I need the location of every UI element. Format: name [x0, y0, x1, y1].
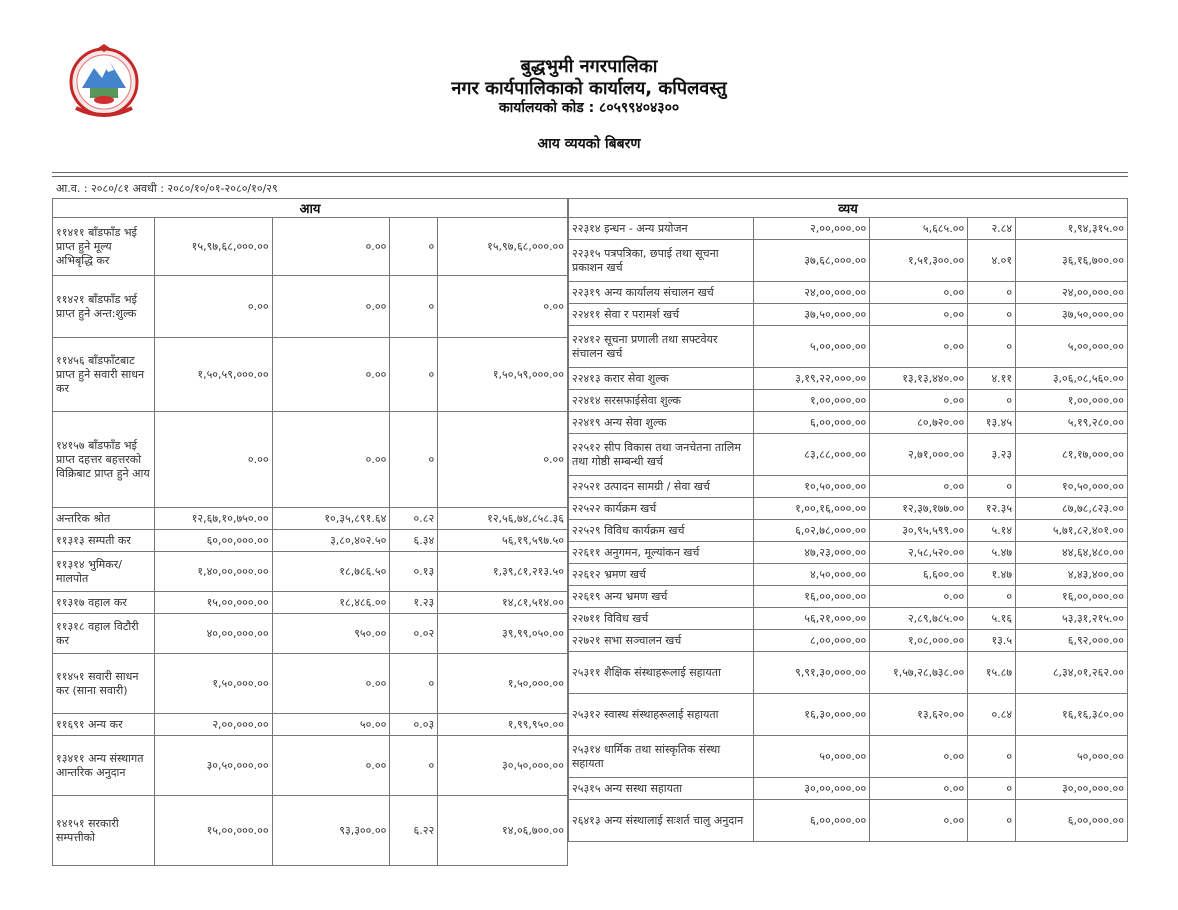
expense-row-value-3: ०: [968, 326, 1016, 368]
income-row-value-2: ९५०.००: [272, 614, 390, 654]
income-row-value-4: ३९,९९,०५०.००: [438, 614, 568, 654]
income-row-value-2: १८,७८६.५०: [272, 552, 390, 592]
expense-row-value-3: ०: [968, 800, 1016, 842]
expense-row-value-4: ८७,७८,८२३.००: [1016, 498, 1128, 520]
expense-row-value-1: ६,०२,७८,०००.००: [754, 520, 870, 542]
expense-row-value-2: ८०,७२०.००: [870, 412, 968, 434]
expense-row-value-3: ०: [968, 586, 1016, 608]
income-row-value-2: ०.००: [272, 276, 390, 338]
expense-row: [569, 800, 1128, 842]
expense-row-value-4: ४,४३,४००.००: [1016, 564, 1128, 586]
expense-row-label: २२४१३ करार सेवा शुल्क: [569, 368, 754, 390]
expense-row-value-4: १६,१६,३८०.००: [1016, 694, 1128, 736]
expense-row-value-4: ४४,६४,४८०.००: [1016, 542, 1128, 564]
income-section: [52, 198, 568, 868]
expense-row-value-4: ८,३४,०१,२६२.००: [1016, 652, 1128, 694]
expense-row-value-4: ५,१९,२८०.००: [1016, 412, 1128, 434]
office-name: नगर कार्यपालिकाको कार्यालय, कपिलवस्तु: [451, 78, 727, 99]
income-row-value-1: १५,००,०००.००: [154, 796, 272, 866]
expense-row-value-3: ५.१६: [968, 608, 1016, 630]
expense-row: [569, 476, 1128, 498]
income-row-label: ११४५१ सवारी साधन कर (साना सवारी): [53, 654, 155, 714]
expense-row-value-3: ०: [968, 778, 1016, 800]
income-row-label: १४१५१ सरकारी सम्पत्तीको: [53, 796, 155, 866]
expense-row: [569, 778, 1128, 800]
income-row-value-3: ०.८२: [390, 508, 438, 530]
expense-row-label: २२६१९ अन्य भ्रमण खर्च: [569, 586, 754, 608]
expense-row: [569, 434, 1128, 476]
expense-row: [569, 736, 1128, 778]
expense-row-label: २२४१४ सरसफाईसेवा शुल्क: [569, 390, 754, 412]
income-row: [53, 614, 568, 654]
expense-row-value-2: ०.००: [870, 800, 968, 842]
income-row: [53, 338, 568, 412]
expense-row-value-2: २,७१,०००.००: [870, 434, 968, 476]
expense-row-value-4: १०,५०,०००.००: [1016, 476, 1128, 498]
fiscal-period: आ.व. : २०८०/८१ अवधी : २०८०/१०/०१-२०८०/१०/२९: [56, 182, 278, 195]
income-row-value-4: ५६,१९,५९७.५०: [438, 530, 568, 552]
expense-heading: व्यय: [569, 199, 1128, 218]
expense-row-value-1: ६,००,०००.००: [754, 800, 870, 842]
income-row: [53, 736, 568, 796]
expense-row-value-2: १३,६२०.००: [870, 694, 968, 736]
expense-row-label: २२७११ विविध खर्च: [569, 608, 754, 630]
income-row-value-4: ३०,५०,०००.००: [438, 736, 568, 796]
expense-row-value-1: ४७,२३,०००.००: [754, 542, 870, 564]
income-row-value-2: ३,८०,४०२.५०: [272, 530, 390, 552]
income-row-value-4: १४,०६,७००.००: [438, 796, 568, 866]
expense-row-value-2: ०.००: [870, 586, 968, 608]
income-row-value-4: १२,५६,७४,८५८.३६: [438, 508, 568, 530]
income-row-label: अन्तरिक श्रोत: [53, 508, 155, 530]
income-row-value-1: २,००,०००.००: [154, 714, 272, 736]
income-row-value-1: ३०,५०,०००.००: [154, 736, 272, 796]
income-row-value-1: १५,९७,६८,०००.००: [154, 218, 272, 276]
expense-row-value-2: २,५८,५२०.००: [870, 542, 968, 564]
expense-row-value-3: ३.२३: [968, 434, 1016, 476]
expense-row-value-4: २४,००,०००.००: [1016, 282, 1128, 304]
income-row-value-3: ०: [390, 412, 438, 508]
expense-row-value-1: २,००,०००.००: [754, 218, 870, 240]
income-row-value-1: ६०,००,०००.००: [154, 530, 272, 552]
expense-row: [569, 304, 1128, 326]
expense-row-value-4: ५०,०००.००: [1016, 736, 1128, 778]
expense-row-value-1: ५०,०००.००: [754, 736, 870, 778]
expense-row-value-4: ६,००,०००.००: [1016, 800, 1128, 842]
expense-row: [569, 564, 1128, 586]
income-row-value-3: ०: [390, 276, 438, 338]
expense-row-value-2: ०.००: [870, 778, 968, 800]
expense-row-value-4: ५,००,०००.००: [1016, 326, 1128, 368]
expense-row: [569, 498, 1128, 520]
expense-row-value-3: १५.८७: [968, 652, 1016, 694]
expense-row-value-1: १६,००,०००.००: [754, 586, 870, 608]
income-heading: आय: [53, 199, 568, 218]
expense-row-value-3: ०: [968, 736, 1016, 778]
expense-row-label: २२५१२ सीप विकास तथा जनचेतना तालिम तथा गोष्ठी सम्बन्धी खर्च: [569, 434, 754, 476]
income-row-value-4: ०.००: [438, 412, 568, 508]
income-row-value-3: ०.०३: [390, 714, 438, 736]
income-row-label: ११३१७ वहाल कर: [53, 592, 155, 614]
expense-row-value-2: १,५१,३००.००: [870, 240, 968, 282]
income-row-value-2: ९३,३००.००: [272, 796, 390, 866]
income-row-value-1: १,५०,०००.००: [154, 654, 272, 714]
expense-row-value-1: १६,३०,०००.००: [754, 694, 870, 736]
income-row-label: ११३१४ भुमिकर/ मालपोत: [53, 552, 155, 592]
income-row-value-2: ०.००: [272, 736, 390, 796]
income-row-value-1: ४०,००,०००.००: [154, 614, 272, 654]
expense-row-value-1: ८३,८८,०००.००: [754, 434, 870, 476]
expense-row-value-3: ४.०१: [968, 240, 1016, 282]
expense-row: [569, 412, 1128, 434]
income-row-value-2: ०.००: [272, 412, 390, 508]
expense-row: [569, 240, 1128, 282]
expense-row-label: २२४११ सेवा र परामर्श खर्च: [569, 304, 754, 326]
expense-row: [569, 282, 1128, 304]
expense-section: [568, 198, 1128, 861]
expense-row-value-4: ३०,००,०००.००: [1016, 778, 1128, 800]
expense-row-value-3: ०: [968, 304, 1016, 326]
expense-row-value-1: ३०,००,०००.००: [754, 778, 870, 800]
income-row-value-3: १.२३: [390, 592, 438, 614]
income-row-label: १३४११ अन्य संस्थागत आन्तरिक अनुदान: [53, 736, 155, 796]
expense-row-label: २५३११ शैक्षिक संस्थाहरूलाई सहायता: [569, 652, 754, 694]
expense-row-value-4: १,९४,३१५.००: [1016, 218, 1128, 240]
expense-row-label: २२५२२ कार्यक्रम खर्च: [569, 498, 754, 520]
income-row-label: ११४२१ बाँडफाँड भई प्राप्त हुने अन्त:शुल्क: [53, 276, 155, 338]
income-row-value-3: ०: [390, 218, 438, 276]
expense-row-value-2: ०.००: [870, 476, 968, 498]
office-code: कार्यालयको कोड : ८०५९९४०४३००: [498, 100, 680, 116]
income-row: [53, 412, 568, 508]
expense-row-label: २२६११ अनुगमन, मूल्यांकन खर्च: [569, 542, 754, 564]
expense-row-value-2: १,०८,०००.००: [870, 630, 968, 652]
income-row: [53, 218, 568, 276]
expense-row-label: २२३१५ पत्रपत्रिका, छपाई तथा सूचना प्रकाशन खर्च: [569, 240, 754, 282]
expense-row: [569, 368, 1128, 390]
expense-row-value-3: ०: [968, 390, 1016, 412]
income-row-value-2: १०,३५,८९१.६४: [272, 508, 390, 530]
expense-row: [569, 630, 1128, 652]
expense-row-value-1: ८,००,०००.००: [754, 630, 870, 652]
income-row-value-1: १२,६७,१०,७५०.००: [154, 508, 272, 530]
income-row-value-2: ०.००: [272, 338, 390, 412]
income-row-label: ११३१८ वहाल विटौरी कर: [53, 614, 155, 654]
income-row: [53, 796, 568, 866]
expense-row-value-1: २४,००,०००.००: [754, 282, 870, 304]
expense-row-value-1: ३७,५०,०००.००: [754, 304, 870, 326]
expense-row-value-1: १०,५०,०००.००: [754, 476, 870, 498]
expense-row-value-3: १.४७: [968, 564, 1016, 586]
expense-row-value-4: ६,९२,०००.००: [1016, 630, 1128, 652]
expense-row-value-3: ४.११: [968, 368, 1016, 390]
expense-row-value-1: ४,५०,०००.००: [754, 564, 870, 586]
expense-row: [569, 218, 1128, 240]
divider: [52, 172, 1128, 173]
income-row-value-3: ०.१३: [390, 552, 438, 592]
expense-row-label: २२७२१ सभा सञ्चालन खर्च: [569, 630, 754, 652]
expense-row-value-3: ०.८४: [968, 694, 1016, 736]
report-title: आय व्ययको बिबरण: [537, 136, 641, 152]
expense-row-label: २२३१९ अन्य कार्यालय संचालन खर्च: [569, 282, 754, 304]
expense-row-value-2: १३,१३,४४०.००: [870, 368, 968, 390]
expense-row-value-4: ३६,१६,७००.००: [1016, 240, 1128, 282]
income-row-value-1: ०.००: [154, 412, 272, 508]
expense-row-label: २५३१२ स्वास्थ संस्थाहरूलाई सहायता: [569, 694, 754, 736]
expense-row: [569, 652, 1128, 694]
expense-row-value-1: ३७,६८,०००.००: [754, 240, 870, 282]
expense-row-value-3: ०: [968, 476, 1016, 498]
income-row: [53, 714, 568, 736]
expense-row: [569, 586, 1128, 608]
municipality-name: बुद्धभुमी नगरपालिका: [520, 56, 658, 77]
income-row-value-4: १,५०,०००.००: [438, 654, 568, 714]
income-row-value-3: ०.०२: [390, 614, 438, 654]
expense-row-value-4: ५,७१,८२,४०१.००: [1016, 520, 1128, 542]
expense-row: [569, 520, 1128, 542]
expense-row-label: २२५२१ उत्पादन सामग्री / सेवा खर्च: [569, 476, 754, 498]
expense-row-label: २२४१२ सूचना प्रणाली तथा सफ्टवेयर संचालन खर्च: [569, 326, 754, 368]
income-row: [53, 276, 568, 338]
income-row-label: १४१५७ बाँडफाँड भई प्राप्त दहत्तर बहत्तरको विक्रिबाट प्राप्त हुने आय: [53, 412, 155, 508]
income-row-value-3: ०: [390, 736, 438, 796]
expense-row-label: २२४१९ अन्य सेवा शुल्क: [569, 412, 754, 434]
expense-row-value-2: ५,६८५.००: [870, 218, 968, 240]
expense-row-label: २२६१२ भ्रमण खर्च: [569, 564, 754, 586]
income-row: [53, 654, 568, 714]
expense-row: [569, 608, 1128, 630]
expense-row-label: २२५२९ विविध कार्यक्रम खर्च: [569, 520, 754, 542]
income-row: [53, 552, 568, 592]
income-row-value-4: १,९९,९५०.००: [438, 714, 568, 736]
expense-row-value-1: १,००,१६,०००.००: [754, 498, 870, 520]
expense-row-value-3: १३.५: [968, 630, 1016, 652]
expense-row-value-3: १२.३५: [968, 498, 1016, 520]
income-row-value-1: १,४०,००,०००.००: [154, 552, 272, 592]
income-row-label: ११६९१ अन्य कर: [53, 714, 155, 736]
expense-row-value-2: ०.००: [870, 736, 968, 778]
income-row-value-2: ०.००: [272, 218, 390, 276]
income-row-value-4: १,३९,८१,२१३.५०: [438, 552, 568, 592]
expense-row-value-1: ३,१९,२२,०००.००: [754, 368, 870, 390]
income-row: [53, 530, 568, 552]
expense-row-value-2: १२,३७,१७७.००: [870, 498, 968, 520]
expense-row-value-3: २.८४: [968, 218, 1016, 240]
expense-row-value-2: ०.००: [870, 304, 968, 326]
income-row-value-1: १,५०,५९,०००.००: [154, 338, 272, 412]
income-row-value-3: ६.२२: [390, 796, 438, 866]
income-row-value-3: ०: [390, 654, 438, 714]
income-row-value-4: १४,८१,५१४.००: [438, 592, 568, 614]
expense-row-value-4: ३७,५०,०००.००: [1016, 304, 1128, 326]
expense-row: [569, 326, 1128, 368]
expense-row-value-2: ०.००: [870, 390, 968, 412]
income-row-value-4: १५,९७,६८,०००.००: [438, 218, 568, 276]
expense-table: [568, 198, 1128, 842]
income-row: [53, 508, 568, 530]
expense-row-value-4: ३,०६,०८,५६०.००: [1016, 368, 1128, 390]
expense-row-value-3: ५.१४: [968, 520, 1016, 542]
expense-row-label: २५३१५ अन्य सस्था सहायता: [569, 778, 754, 800]
divider: [52, 176, 1128, 177]
income-row-label: ११३१३ सम्पती कर: [53, 530, 155, 552]
expense-row-value-1: ५,००,०००.००: [754, 326, 870, 368]
expense-row-value-2: २,८९,७८५.००: [870, 608, 968, 630]
income-row-value-1: ०.००: [154, 276, 272, 338]
expense-row-value-3: ५.४७: [968, 542, 1016, 564]
income-row-value-2: ५०.००: [272, 714, 390, 736]
expense-row-value-1: ९,९१,३०,०००.००: [754, 652, 870, 694]
income-row-value-3: ०: [390, 338, 438, 412]
expense-row: [569, 694, 1128, 736]
income-row: [53, 592, 568, 614]
expense-row-value-4: ८१,१७,०००.००: [1016, 434, 1128, 476]
income-row-value-4: १,५०,५९,०००.००: [438, 338, 568, 412]
income-row-label: ११४११ बाँडफाँड भई प्राप्त हुने मूल्य अभिबृद्धि कर: [53, 218, 155, 276]
expense-row-value-2: ६,६००.००: [870, 564, 968, 586]
expense-row-label: २२३१४ इन्धन - अन्य प्रयोजन: [569, 218, 754, 240]
income-table: [52, 198, 568, 866]
income-row-value-2: ०.००: [272, 654, 390, 714]
income-row-value-2: १८,४८६.००: [272, 592, 390, 614]
expense-row-value-3: १३.४५: [968, 412, 1016, 434]
expense-row-value-2: ०.००: [870, 282, 968, 304]
expense-row-value-3: ०: [968, 282, 1016, 304]
expense-row-value-2: ३०,९५,५९९.००: [870, 520, 968, 542]
expense-row-value-1: ५६,२१,०००.००: [754, 608, 870, 630]
expense-row-value-4: ५३,३१,२१५.००: [1016, 608, 1128, 630]
expense-row-value-2: १,५७,२८,७३८.००: [870, 652, 968, 694]
expense-row-value-4: १६,००,०००.००: [1016, 586, 1128, 608]
income-row-label: ११४५६ बाँडफाँटबाट प्राप्त हुने सवारी साधन कर: [53, 338, 155, 412]
expense-row: [569, 542, 1128, 564]
expense-row-value-4: १,००,०००.००: [1016, 390, 1128, 412]
income-row-value-4: ०.००: [438, 276, 568, 338]
expense-row-label: २५३१४ धार्मिक तथा सांस्कृतिक संस्था सहायता: [569, 736, 754, 778]
expense-row: [569, 390, 1128, 412]
expense-row-value-2: ०.००: [870, 326, 968, 368]
expense-row-value-1: १,००,०००.००: [754, 390, 870, 412]
income-row-value-3: ६.३४: [390, 530, 438, 552]
expense-row-value-1: ६,००,०००.००: [754, 412, 870, 434]
expense-row-label: २६४१३ अन्य संस्थालाई सःशर्त चालु अनुदान: [569, 800, 754, 842]
income-row-value-1: १५,००,०००.००: [154, 592, 272, 614]
